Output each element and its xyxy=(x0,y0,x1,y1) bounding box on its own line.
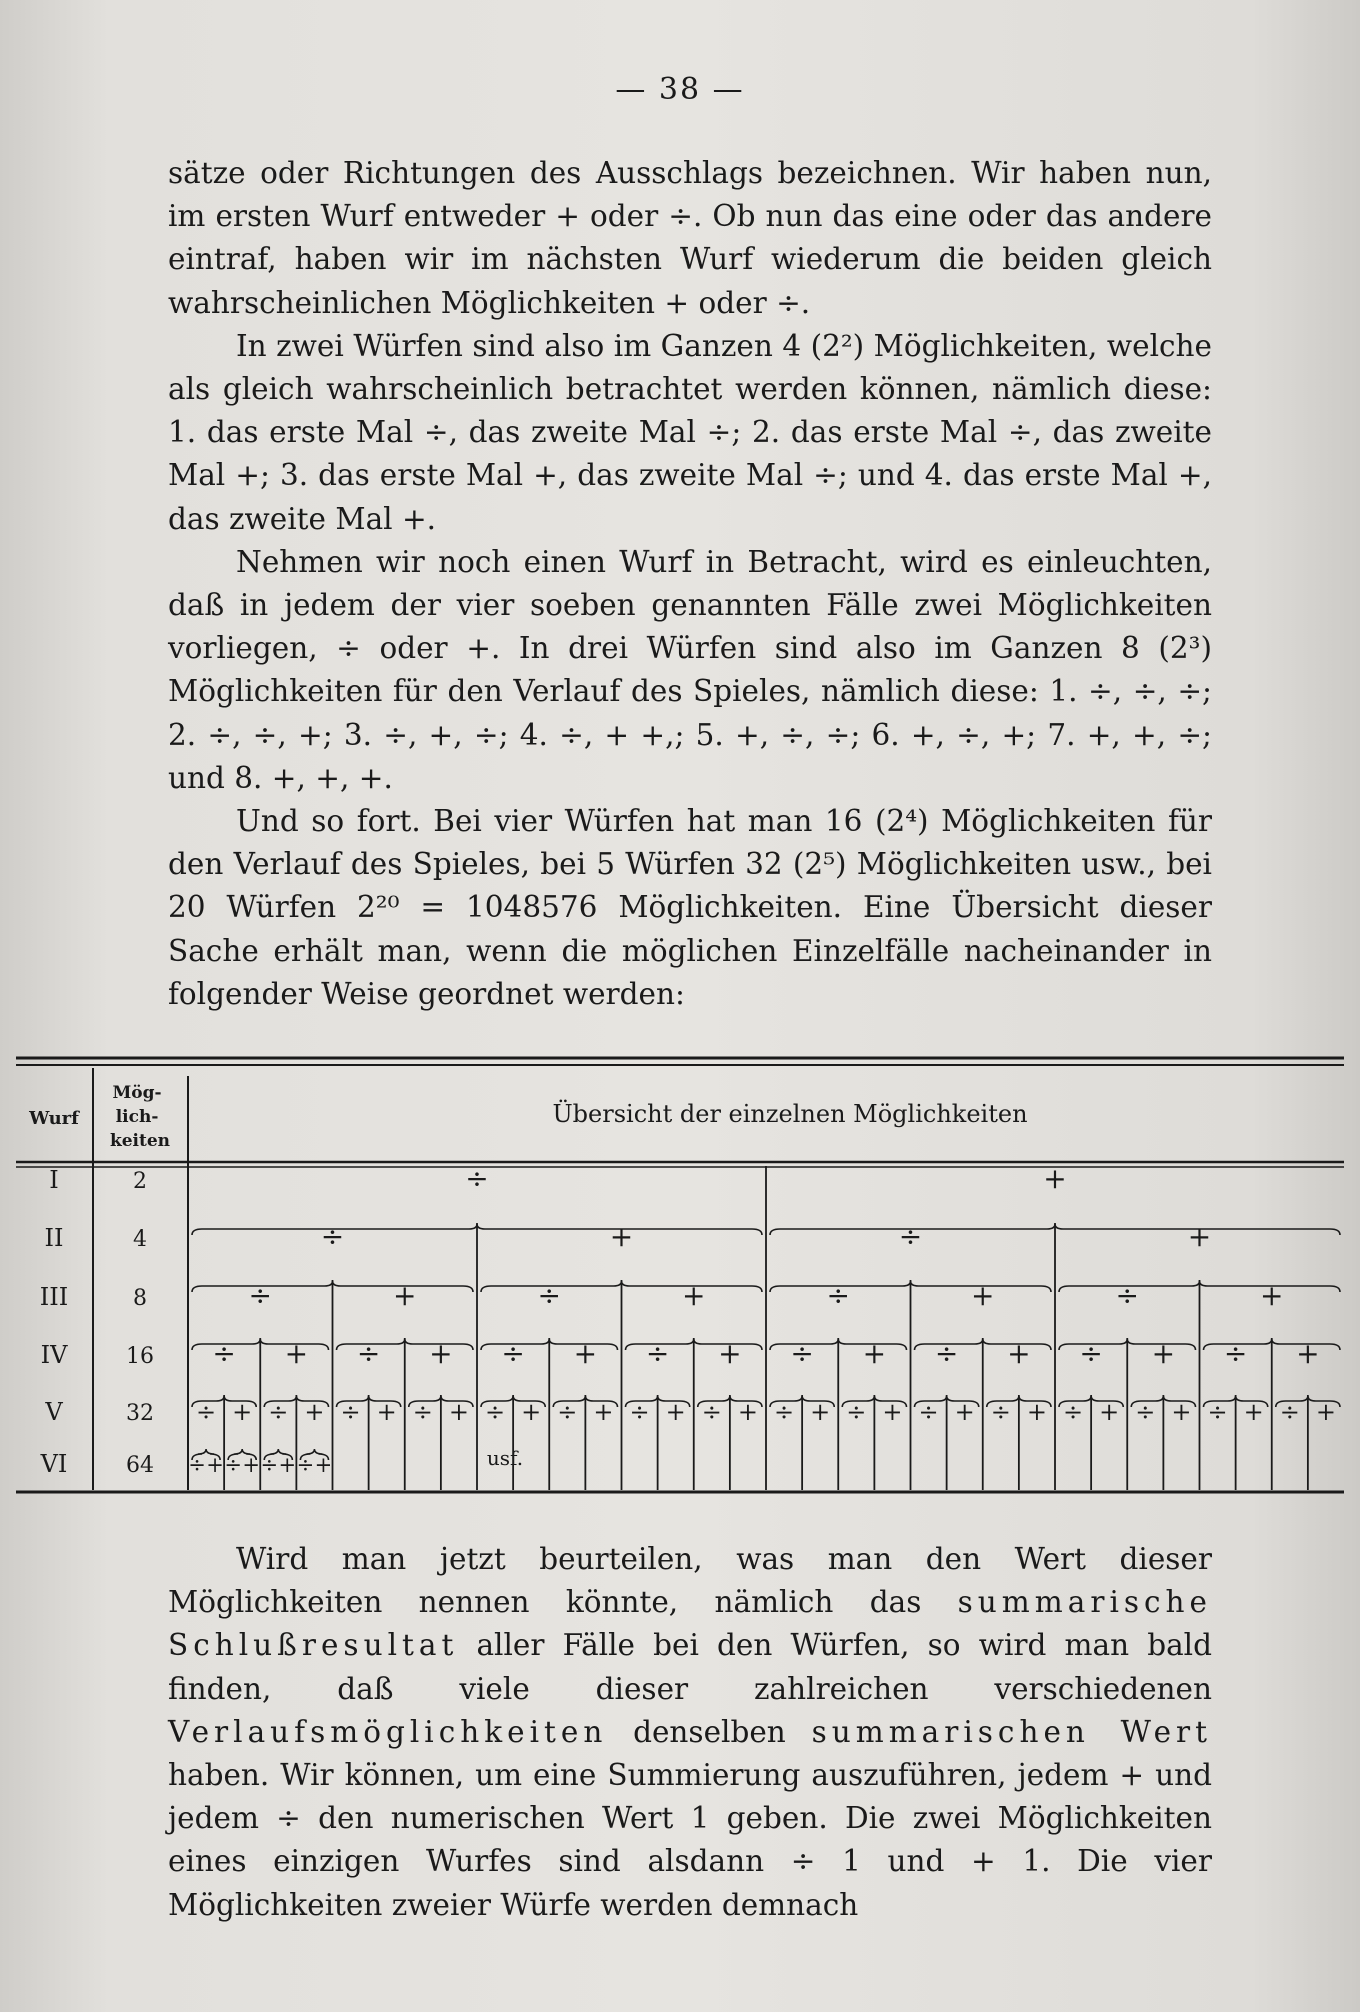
row-count-4: 16 xyxy=(126,1344,154,1369)
cell-5-31: ÷ xyxy=(1279,1398,1300,1426)
cell-5-28: + xyxy=(1171,1398,1192,1426)
cell-4-6: + xyxy=(573,1337,598,1370)
cell-6-8: + xyxy=(314,1453,333,1477)
cell-4-7: ÷ xyxy=(645,1337,670,1370)
cell-4-5: ÷ xyxy=(501,1337,525,1370)
cell-6-3: ÷ xyxy=(224,1453,242,1477)
cell-5-23: ÷ xyxy=(990,1398,1011,1426)
paragraph-3: Nehmen wir noch einen Wurf in Betracht, wird es einleuchten, daß in jedem der vier soeben genannten Fälle zwei Möglichkeiten vorliegen, ÷ oder +. In drei Würfen sind also im Ganzen 8 (2³) Möglichkeiten für den Verlauf des Spieles, nämlich diese: 1. ÷, ÷, ÷; 2. ÷, ÷, +; 3. ÷, +, ÷; 4. ÷, + +,; 5. +, ÷, ÷; 6. +, ÷, +; 7. +, +, ÷; und 8. +, +, +. xyxy=(168,544,1212,795)
row-wurf-5: V xyxy=(45,1398,63,1426)
page-number: — 38 — xyxy=(615,72,745,107)
row-count-6: 64 xyxy=(126,1453,154,1478)
paragraph-1: sätze oder Richtungen des Ausschlags bezeichnen. Wir haben nun, im ersten Wurf entweder + oder ÷. Ob nun das eine oder das andere eintraf, haben wir im nächsten Wurf wiederum die beiden gleich wahrscheinlichen Möglichkeiten + oder ÷. xyxy=(168,156,1212,320)
paragraph-5d: haben. Wir können, um eine Summierung auszuführen, jedem + und jedem ÷ den numerischen Wert 1 geben. Die zwei Möglichkeiten eines einzigen Wurfes sind alsdann ÷ 1 und + 1. Die vier Möglichkeiten zweier Würfe werden demnach xyxy=(168,1758,1212,1922)
paragraph-4: Und so fort. Bei vier Würfen hat man 16 (2⁴) Möglichkeiten für den Verlauf des Spieles, bei 5 Würfen 32 (2⁵) Möglichkeiten usw., bei 20 Würfen 2²⁰ = 1048576 Möglichkeiten. Eine Übersicht dieser Sache erhält man, wenn die möglichen Einzelfälle nacheinander in folgender Weise geordnet werden: xyxy=(168,804,1212,1011)
header-moeglichkeiten-line-3: keiten xyxy=(109,1131,171,1151)
cell-5-21: ÷ xyxy=(918,1398,939,1426)
paragraph-5c: denselben xyxy=(607,1714,812,1749)
cell-3-1: ÷ xyxy=(248,1279,272,1312)
cell-1-1: ÷ xyxy=(465,1162,489,1195)
cell-5-3: ÷ xyxy=(268,1398,289,1426)
cell-2-1: ÷ xyxy=(320,1220,345,1253)
cell-5-16: + xyxy=(737,1398,758,1426)
cell-5-19: ÷ xyxy=(846,1398,867,1426)
cell-5-12: + xyxy=(593,1398,614,1426)
cell-5-17: ÷ xyxy=(774,1398,795,1426)
cell-5-13: ÷ xyxy=(629,1398,650,1426)
cell-5-7: ÷ xyxy=(412,1398,433,1426)
cell-4-2: + xyxy=(284,1337,309,1370)
cell-5-2: + xyxy=(232,1398,253,1426)
cell-6-5: ÷ xyxy=(260,1453,279,1477)
cell-4-14: + xyxy=(1151,1337,1176,1370)
cell-3-2: + xyxy=(393,1279,417,1312)
header-moeglichkeiten xyxy=(110,1083,170,1151)
etc-label: usf. xyxy=(486,1446,524,1470)
row-wurf-4: IV xyxy=(40,1341,68,1369)
cell-5-32: + xyxy=(1315,1398,1336,1426)
row-wurf-2: II xyxy=(44,1224,64,1252)
cell-5-25: ÷ xyxy=(1063,1398,1084,1426)
paragraph-2: In zwei Würfen sind also im Ganzen 4 (2²) Möglichkeiten, welche als gleich wahrscheinlich betrachtet werden können, nämlich diese: 1. das erste Mal ÷, das zweite Mal ÷; 2. das erste Mal ÷, das zweite Mal +; 3. das erste Mal +, das zweite Mal ÷; und 4. das erste Mal +, das zweite Mal +. xyxy=(168,328,1212,536)
cell-6-2: + xyxy=(206,1453,224,1477)
spaced-term-1: summarische Schlußresultat xyxy=(168,1585,1212,1663)
cell-4-9: ÷ xyxy=(790,1337,814,1370)
cell-5-18: + xyxy=(810,1398,831,1426)
cell-4-3: ÷ xyxy=(356,1337,381,1370)
cell-5-8: + xyxy=(448,1398,469,1426)
cell-5-20: + xyxy=(882,1398,903,1426)
row-wurf-6: VI xyxy=(40,1450,68,1478)
cell-3-4: + xyxy=(682,1279,706,1312)
cell-5-14: + xyxy=(665,1398,686,1426)
cell-4-13: ÷ xyxy=(1079,1337,1103,1370)
header-moeglichkeiten-line-1: Mög- xyxy=(112,1083,162,1103)
row-wurf-3: III xyxy=(39,1283,69,1311)
cell-4-1: ÷ xyxy=(212,1337,236,1370)
cell-5-11: ÷ xyxy=(557,1398,578,1426)
cell-5-10: + xyxy=(521,1398,542,1426)
cell-5-9: ÷ xyxy=(485,1398,506,1426)
cell-1-2: + xyxy=(1043,1162,1067,1195)
header-moeglichkeiten-line-2: lich- xyxy=(115,1107,159,1127)
cell-4-8: + xyxy=(718,1337,742,1370)
cell-4-11: ÷ xyxy=(934,1337,959,1370)
cell-4-16: + xyxy=(1296,1337,1320,1370)
cell-5-6: + xyxy=(376,1398,397,1426)
cell-5-1: ÷ xyxy=(196,1398,217,1426)
cell-3-5: ÷ xyxy=(826,1279,850,1312)
cell-5-30: + xyxy=(1243,1398,1264,1426)
row-count-3: 8 xyxy=(133,1286,147,1311)
cell-3-8: + xyxy=(1260,1279,1284,1312)
cell-3-3: ÷ xyxy=(537,1279,561,1312)
cell-2-3: ÷ xyxy=(898,1220,923,1253)
cell-4-10: + xyxy=(862,1337,887,1370)
paragraph-5b: aller Fälle bei den Würfen, so wird man bald finden, daß viele dieser zahlreichen verschiedenen xyxy=(168,1628,1212,1706)
cell-2-2: + xyxy=(609,1220,634,1253)
cell-5-27: ÷ xyxy=(1135,1398,1156,1426)
row-count-1: 2 xyxy=(133,1169,147,1194)
spaced-term-3: summarischen Wert xyxy=(811,1714,1212,1749)
cell-5-29: ÷ xyxy=(1207,1398,1228,1426)
cell-2-4: + xyxy=(1187,1220,1212,1253)
cell-6-1: ÷ xyxy=(188,1453,206,1477)
row-count-2: 4 xyxy=(133,1227,147,1252)
cell-5-22: + xyxy=(954,1398,975,1426)
cell-6-6: + xyxy=(278,1453,297,1477)
paragraph-5a: Wird man jetzt beurteilen, was man den Wert dieser Möglichkeiten nennen könnte, nämlich das xyxy=(168,1542,1212,1620)
spaced-term-2: Verlaufsmöglichkeiten xyxy=(168,1714,608,1749)
cell-4-4: + xyxy=(429,1337,453,1370)
cell-5-5: ÷ xyxy=(340,1398,361,1426)
cell-5-15: ÷ xyxy=(701,1398,722,1426)
row-wurf-1: I xyxy=(49,1166,59,1194)
row-count-5: 32 xyxy=(126,1401,154,1426)
header-uebersicht: Übersicht der einzelnen Möglichkeiten xyxy=(552,1100,1028,1128)
paragraph-bottom xyxy=(168,1538,1212,1927)
cell-5-24: + xyxy=(1026,1398,1047,1426)
cell-6-4: + xyxy=(242,1453,261,1477)
cell-6-7: ÷ xyxy=(296,1453,315,1477)
cell-4-15: ÷ xyxy=(1223,1337,1248,1370)
cell-3-7: ÷ xyxy=(1115,1279,1139,1312)
row-labels xyxy=(40,1166,154,1478)
cell-5-26: + xyxy=(1099,1398,1120,1426)
cell-4-12: + xyxy=(1007,1337,1031,1370)
header-wurf: Wurf xyxy=(29,1108,79,1129)
cell-5-4: + xyxy=(304,1398,325,1426)
possibility-tree xyxy=(188,1162,1340,1490)
cell-3-6: + xyxy=(971,1279,995,1312)
